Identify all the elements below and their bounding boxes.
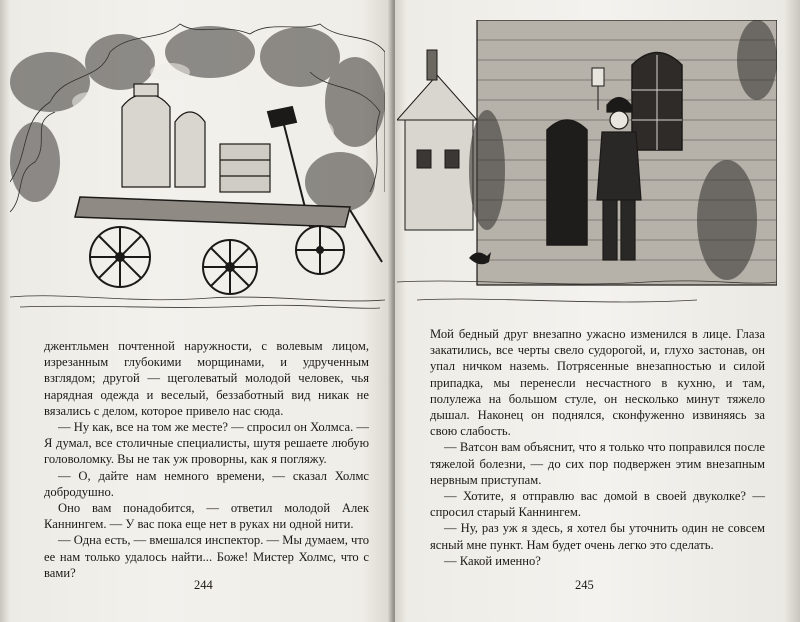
policeman-at-house-icon bbox=[397, 20, 777, 316]
paragraph: — Ну, раз уж я здесь, я хотел бы уточнить один не совсем ясный мне пункт. Нам будет очень легко это сделать. bbox=[430, 521, 765, 552]
farm-cart-icon bbox=[10, 12, 385, 312]
page-number: 244 bbox=[194, 578, 213, 592]
paragraph: джентльмен почтенной наружности, с волевым лицом, изрезанным глубокими морщинами, и удрученным взглядом; другой — щеголеватый молодой человек, чья нарядная одежда и веселый, беззаботный вид никак не вязались с делом, которое привело нас сюда. bbox=[44, 339, 369, 418]
paragraph: Оно вам понадобится, — ответил молодой Алек Каннингем. — У вас пока еще нет в руках ни одной нити. bbox=[44, 501, 369, 532]
page-number: 245 bbox=[575, 578, 594, 592]
page-left bbox=[0, 0, 393, 622]
paragraph: — О, дайте нам немного времени, — сказал Холмс добродушно. bbox=[44, 468, 369, 499]
paragraph: — Хотите, я отправлю вас домой в своей двуколке? — спросил старый Каннингем. bbox=[430, 489, 765, 520]
paragraph: — Ватсон вам объяснит, что я только что поправился после тяжелой болезни, — до сих пор подвержен этим внезапным нервным приступам. bbox=[430, 440, 765, 487]
paragraph: — Ну как, все на том же месте? — спросил он Холмса. — Я думал, все столичные специалисты, шутя решаете любую головоломку. Вы не так уж проворны, как я погляжу. bbox=[44, 420, 369, 467]
paragraph: — Какой именно? bbox=[444, 553, 541, 568]
right-page-text bbox=[430, 326, 765, 569]
paragraph: Мой бедный друг внезапно ужасно изменился в лице. Глаза закатились, все черты свело судорогой, и, глухо застонав, он упал ничком наземь. Потрясенные внезапностью и силой припадка, мы перенесли несчастного в кухню, и там, полулежа на большом стуле, он несколько минут тяжело дышал. Наконец он поднялся, сконфуженно извиняясь за свою слабость. bbox=[430, 327, 765, 439]
paragraph: — Одна есть, — вмешался инспектор. — Мы думаем, что ее нам только удалось найти... Боже! Мистер Холмс, что с вами? bbox=[44, 533, 369, 580]
left-page-text bbox=[44, 338, 369, 581]
page-right bbox=[395, 0, 800, 622]
